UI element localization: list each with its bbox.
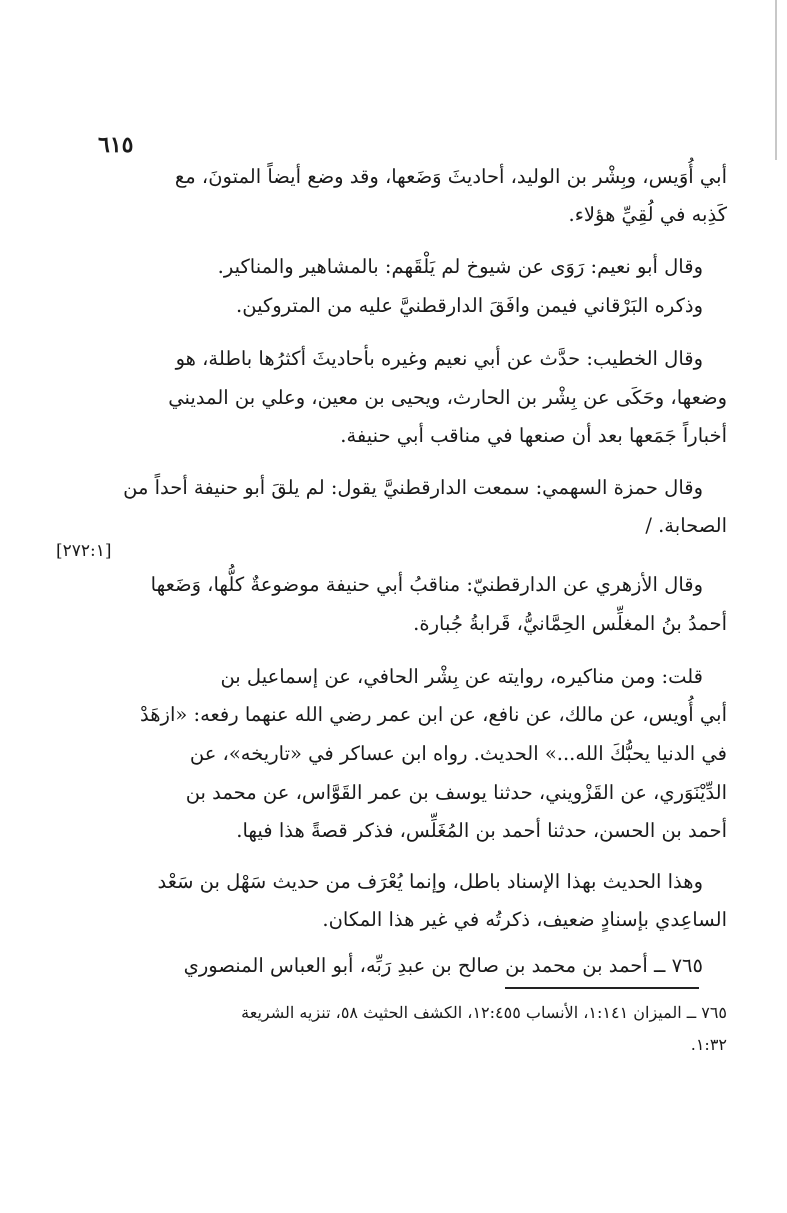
body-line: وقال الخطيب: حدَّث عن أبي نعيم وغيره بأحاديثَ أكثرُها باطلة، هو (175, 347, 703, 370)
body-line: وذكره البَرْقاني فيمن وافَقَ الدارقطنيَّ عليه من المتروكين. (236, 294, 703, 317)
body-line: وهذا الحديث بهذا الإسناد باطل، وإنما يُعْرَف من حديث سَهْل بن سَعْد (157, 870, 703, 893)
footnote-line: ٧٦٥ ــ الميزان ١:١٤١، الأنساب ١٢:٤٥٥، الكشف الحثيث ٥٨، تنزيه الشريعة (241, 1003, 727, 1022)
body-line: وقال حمزة السهمي: سمعت الدارقطنيَّ يقول: لم يلقَ أبو حنيفة أحداً من (123, 476, 703, 499)
body-line: الساعِدي بإسنادٍ ضعيف، ذكرتُه في غير هذا المكان. (322, 908, 727, 931)
body-line: وقال الأزهري عن الدارقطنيّ: مناقبُ أبي حنيفة موضوعةٌ كلُّها، وَضَعها (150, 573, 703, 596)
page-reference: [٢٧٢:١] (56, 541, 112, 561)
body-line: الصحابة. / (645, 514, 727, 537)
body-line: أبي أُوَيس، وبِشْر بن الوليد، أحاديثَ وَضَعها، وقد وضع أيضاً المتونَ، مع (174, 165, 727, 188)
page-number: ٦١٥ (98, 132, 134, 158)
body-line: أحمدُ بنُ المغلِّس الحِمَّانيُّ، قَرابةُ جُبارة. (413, 612, 727, 635)
footnote-line: ١:٣٢. (690, 1035, 727, 1054)
footnote-divider (505, 987, 699, 989)
body-line: أبي أُويس، عن مالك، عن نافع، عن ابن عمر رضي الله عنهما رفعه: «ازهَدْ (140, 703, 727, 726)
body-line: أحمد بن الحسن، حدثنا أحمد بن المُغَلِّس، فذكر قصةً هذا فيها. (236, 819, 727, 842)
entry-heading-765: ٧٦٥ ــ أحمد بن محمد بن صالح بن عبدِ رَبِّه، أبو العباس المنصوري (183, 954, 703, 977)
body-line: في الدنيا يحبُّكَ الله...» الحديث. رواه ابن عساكر في «تاريخه»، عن (189, 742, 727, 765)
body-line: وضعها، وحَكَى عن بِشْر بن الحارث، ويحيى بن معين، وعلي بن المديني (168, 386, 727, 409)
body-line: الدِّيْنَوَري، عن القَزْويني، حدثنا يوسف بن عمر القَوَّاس، عن محمد بن (185, 781, 727, 804)
page-edge-line (775, 0, 777, 160)
body-line: قلت: ومن مناكيره، روايته عن بِشْر الحافي، عن إسماعيل بن (220, 665, 703, 688)
body-line: أخباراً جَمَعها بعد أن صنعها في مناقب أبي حنيفة. (340, 424, 727, 447)
body-line: وقال أبو نعيم: رَوَى عن شيوخ لم يَلْقَهم: بالمشاهير والمناكير. (217, 255, 703, 278)
body-line: كَذِبه في لُقِيِّ هؤلاء. (568, 203, 727, 226)
